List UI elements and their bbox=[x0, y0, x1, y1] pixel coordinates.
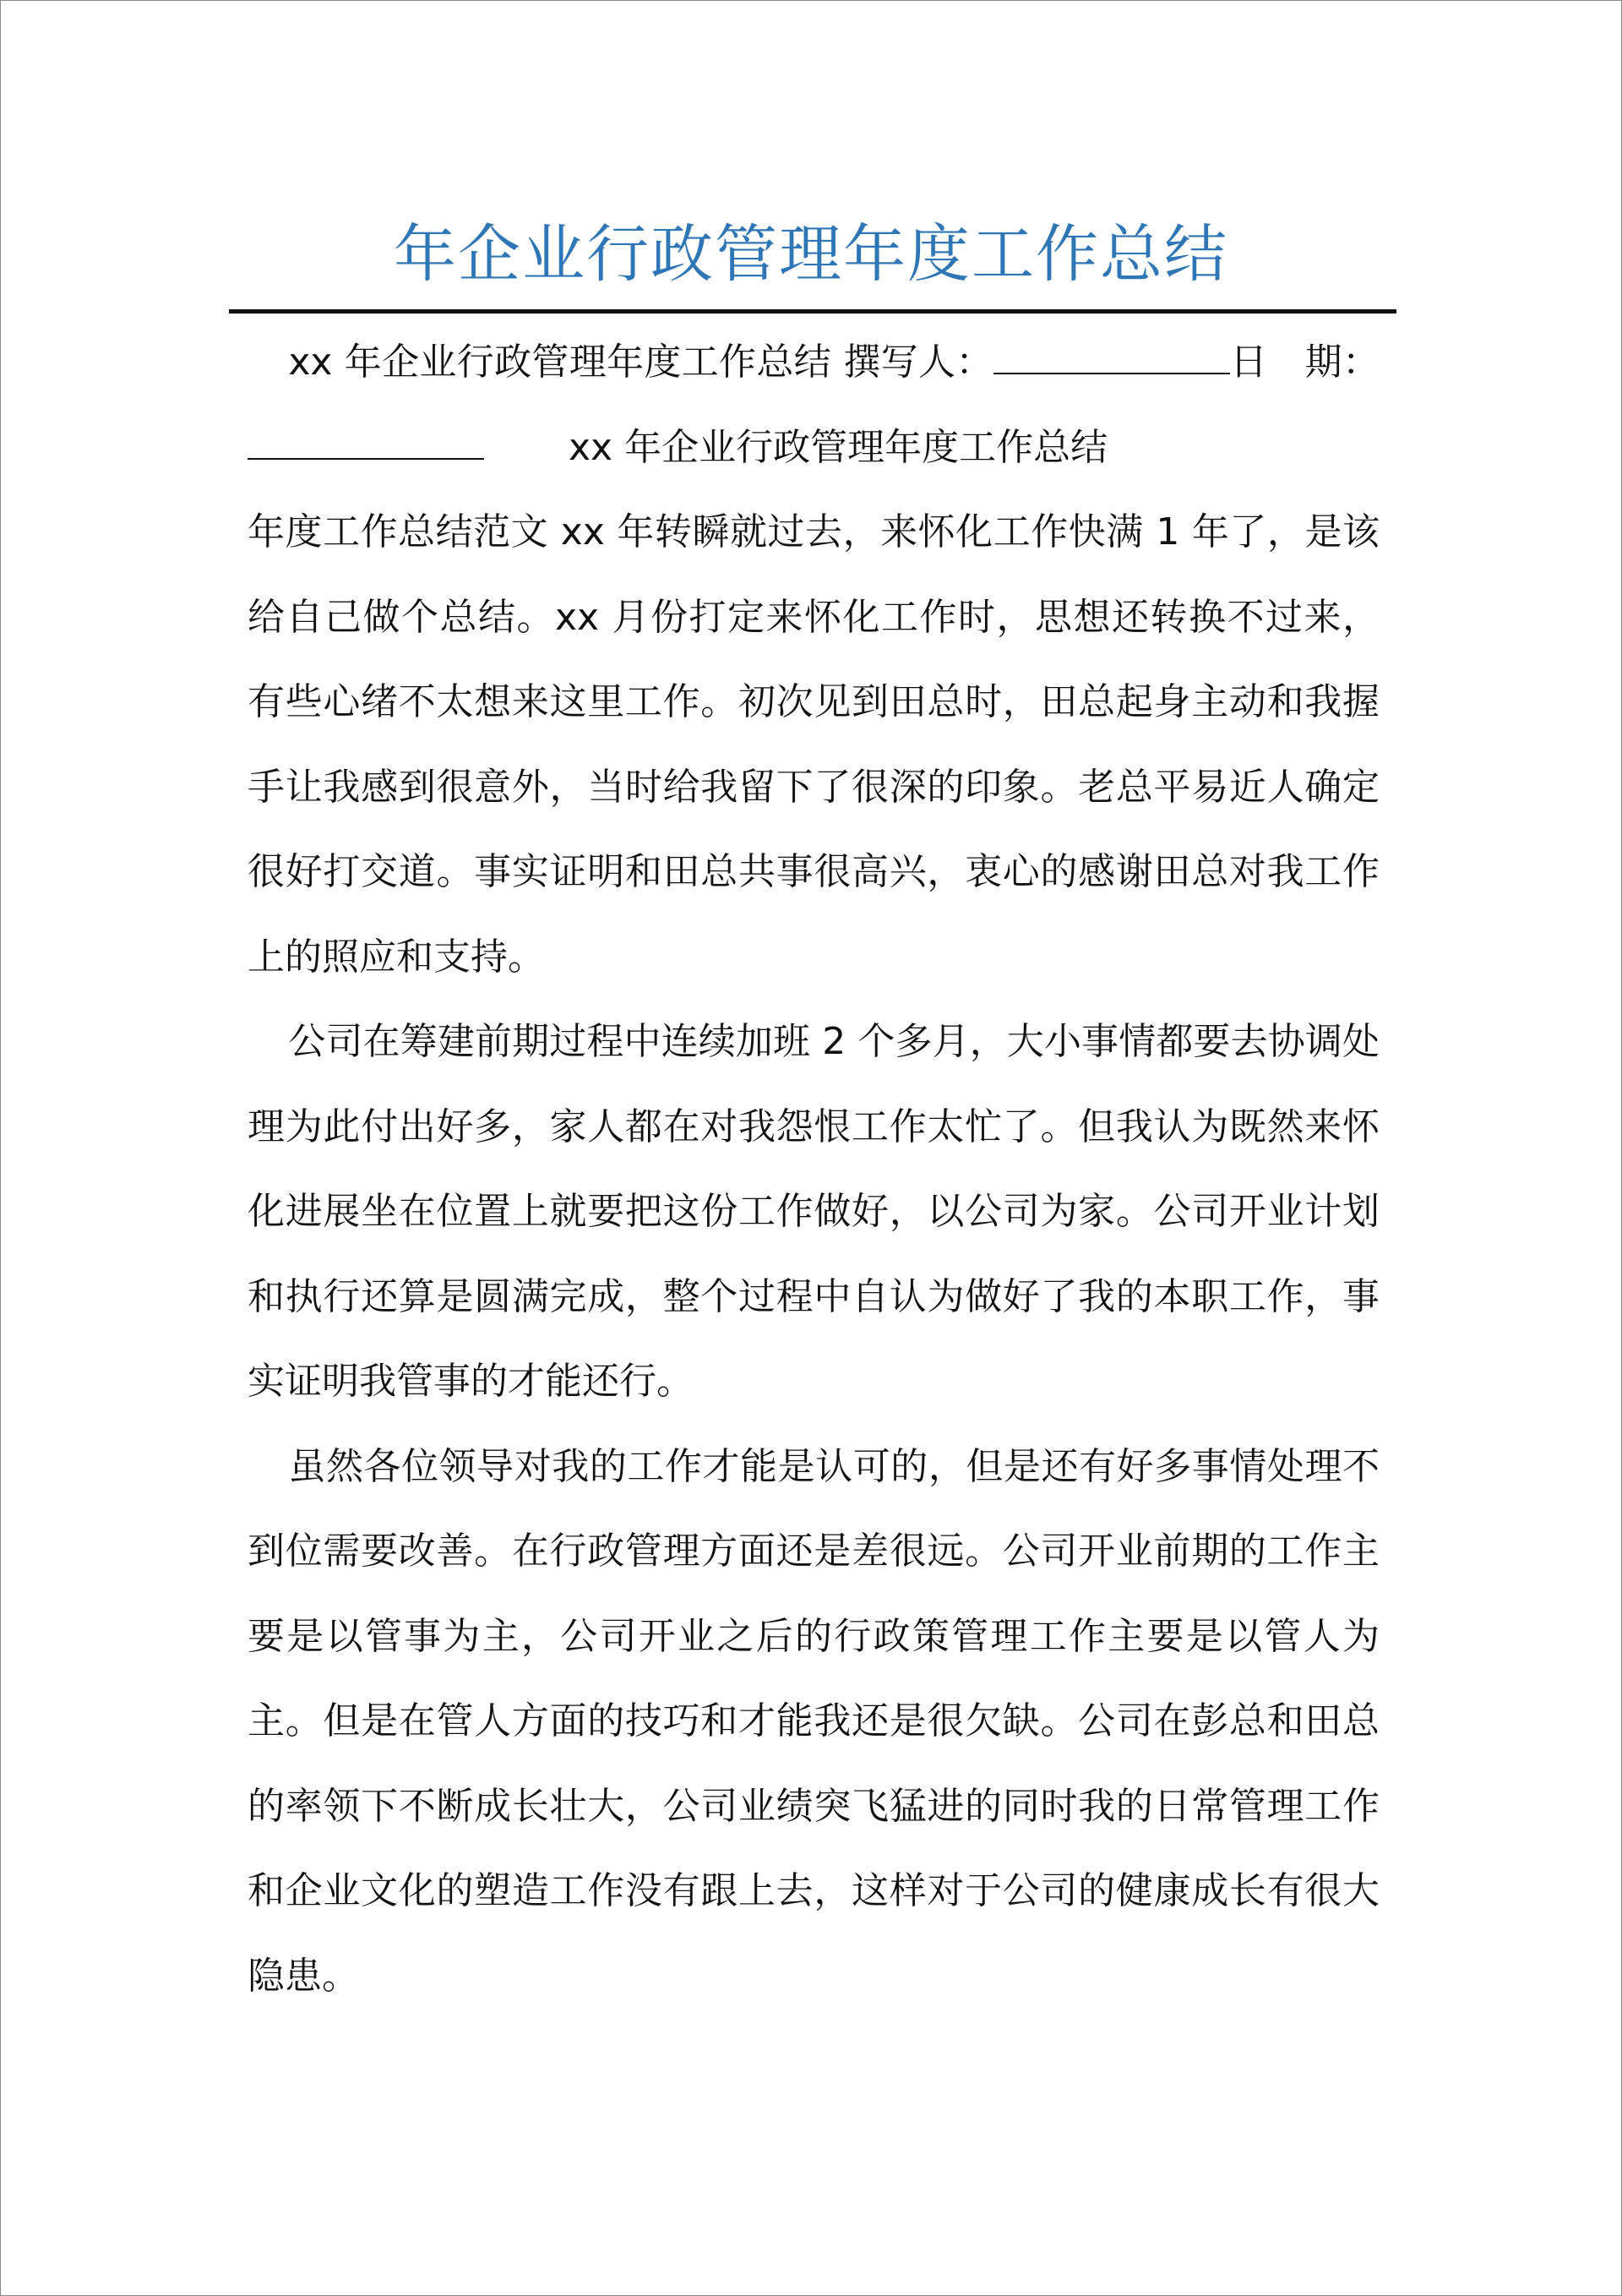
author-label: 撰写人： bbox=[843, 341, 993, 384]
document-title: 年企业行政管理年度工作总结 bbox=[394, 218, 1228, 291]
date-blank bbox=[248, 429, 484, 460]
body-paragraph-1: 年度工作总结范文 xx 年转瞬就过去，来怀化工作快满 1 年了，是该给自己做个总结。xx 月份打定来怀化工作时，思想还转换不过来，有些心绪不太想来这里工作。初次见到田总时，田总起身主动和我握手让我感到很意外，当时给我留下了很深的印象。老总平易近人确定很好打交道。事实证明和田总共事很高兴，衷心的感谢田总对我工作上的照应和支持。 bbox=[248, 510, 1380, 979]
header-repeat-heading: xx 年企业行政管理年度工作总结 bbox=[569, 425, 1108, 469]
title-divider bbox=[229, 309, 1396, 314]
header-paragraph bbox=[248, 320, 1380, 490]
date-label: 日 期： bbox=[1229, 341, 1380, 384]
author-blank bbox=[993, 344, 1230, 374]
body-paragraph-2: 公司在筹建前期过程中连续加班 2 个多月，大小事情都要去协调处理为此付出好多，家人都在对我怨恨工作太忙了。但我认为既然来怀化进展坐在位置上就要把这份工作做好，以公司为家。公司开业计划和执行还算是圆满完成，整个过程中自认为做好了我的本职工作，事实证明我管事的才能还行。 bbox=[248, 1020, 1380, 1403]
body-paragraph-3: 虽然各位领导对我的工作才能是认可的，但是还有好多事情处理不到位需要改善。在行政管理方面还是差很远。公司开业前期的工作主要是以管事为主，公司开业之后的行政策管理工作主要是以管人为主。但是在管人方面的技巧和才能我还是很欠缺。公司在彭总和田总的率领下不断成长壮大，公司业绩突飞猛进的同时我的日常管理工作和企业文化的塑造工作没有跟上去，这样对于公司的健康成长有很大隐患。 bbox=[248, 1444, 1380, 1998]
document-body bbox=[248, 320, 1380, 2019]
header-heading: xx 年企业行政管理年度工作总结 bbox=[288, 341, 832, 384]
